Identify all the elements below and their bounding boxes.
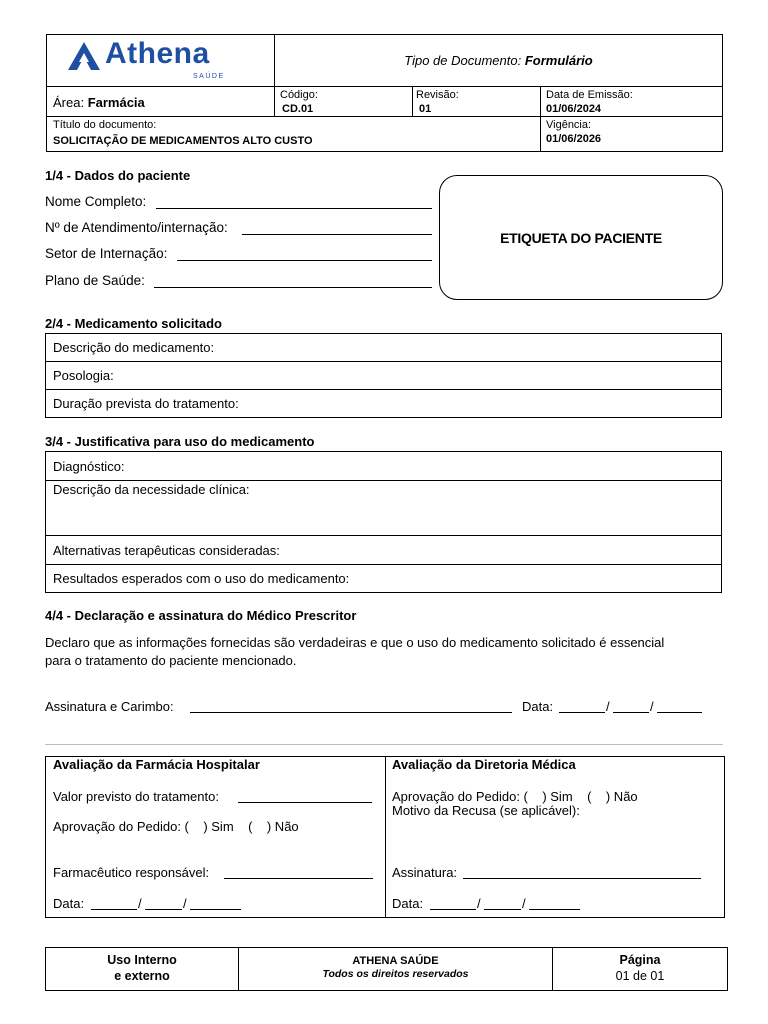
patient-name-input[interactable]: [156, 208, 432, 209]
declaration-date-month[interactable]: [613, 712, 649, 713]
direction-date-label: Data:: [392, 896, 424, 911]
validity-value: 01/06/2026: [546, 133, 602, 145]
doc-type-value: Formulário: [524, 53, 593, 68]
clinical-need-label: Descrição da necessidade clínica:: [53, 482, 250, 497]
attendance-row: [45, 220, 228, 236]
direction-signature-input[interactable]: [463, 878, 701, 879]
health-plan-row: [45, 273, 145, 289]
health-plan-label: Plano de Saúde:: [45, 273, 145, 288]
issue-date-value: 01/06/2024: [546, 103, 602, 115]
signature-input[interactable]: [190, 712, 512, 713]
doc-type-label: Tipo de Documento:: [404, 53, 525, 68]
patient-name-label: Nome Completo:: [45, 194, 147, 209]
sector-row: [45, 246, 167, 262]
direction-date-day[interactable]: [430, 909, 476, 910]
pharmacist-label: Farmacêutico responsável:: [53, 865, 210, 880]
date-slash: /: [477, 896, 481, 911]
medication-description-label: Descrição do medicamento:: [53, 340, 215, 355]
section3-heading: 3/4 - Justificativa para uso do medicamento: [45, 434, 315, 449]
refusal-reason-label: Motivo da Recusa (se aplicável):: [392, 803, 580, 818]
dosage-label: Posologia:: [53, 368, 114, 383]
doc-title-cell: [46, 116, 541, 152]
medication-description-row[interactable]: [45, 333, 722, 362]
clinical-need-row[interactable]: [45, 480, 722, 536]
footer-company-cell: [238, 947, 553, 991]
signature-label: Assinatura e Carimbo:: [45, 699, 174, 714]
code-cell: [274, 86, 413, 117]
health-plan-input[interactable]: [154, 287, 432, 288]
declaration-date-day[interactable]: [559, 712, 605, 713]
athena-logo-icon: [67, 41, 101, 71]
brand-name: Athena: [105, 37, 210, 70]
alternatives-label: Alternativas terapêuticas consideradas:: [53, 543, 280, 558]
patient-name-row: [45, 194, 146, 210]
expected-results-row[interactable]: [45, 564, 722, 593]
pharmacy-evaluation-box: [45, 756, 386, 918]
direction-approval[interactable]: Aprovação do Pedido: ( ) Sim ( ) Não: [392, 789, 638, 804]
revision-value: 01: [419, 103, 432, 115]
footer-page-cell: [552, 947, 728, 991]
date-slash: /: [138, 896, 142, 911]
doc-title-label: Título do documento:: [53, 119, 157, 131]
area-label: Área:: [53, 95, 88, 110]
date-slash: /: [183, 896, 187, 911]
footer-usage-cell: [45, 947, 239, 991]
footer-rights: Todos os direitos reservados: [322, 968, 469, 980]
diagnosis-label: Diagnóstico:: [53, 459, 125, 474]
footer-company: ATHENA SAÚDE: [352, 955, 439, 967]
code-label: Código:: [280, 89, 318, 101]
direction-heading: Avaliação da Diretoria Médica: [392, 757, 576, 772]
direction-signature-label: Assinatura:: [392, 865, 458, 880]
document-header: [46, 34, 723, 152]
declaration-line2: para o tratamento do paciente mencionado.: [45, 653, 297, 668]
justification-table: [45, 451, 722, 593]
attendance-input[interactable]: [242, 234, 432, 235]
revision-cell: [412, 86, 541, 117]
validity-label: Vigência:: [546, 119, 592, 131]
attendance-label: Nº de Atendimento/internação:: [45, 220, 228, 235]
declaration-date-label: Data:: [522, 699, 554, 714]
area-cell: [46, 86, 275, 117]
logo-cell: [46, 34, 275, 87]
footer-page-value: 01 de 01: [615, 969, 665, 983]
medication-table: [45, 333, 722, 418]
brand-subtitle: SAÚDE: [193, 73, 225, 80]
pharmacy-date-year[interactable]: [190, 909, 241, 910]
doc-title-value: SOLICITAÇÃO DE MEDICAMENTOS ALTO CUSTO: [53, 135, 313, 147]
code-value: CD.01: [282, 103, 314, 115]
pharmacy-value-input[interactable]: [238, 802, 372, 803]
pharmacy-date-label: Data:: [53, 896, 85, 911]
section1-heading: 1/4 - Dados do paciente: [45, 168, 191, 183]
declaration-date-year[interactable]: [657, 712, 702, 713]
patient-label-text: ETIQUETA DO PACIENTE: [500, 229, 662, 246]
area-value: Farmácia: [87, 95, 145, 110]
declaration-line1: Declaro que as informações fornecidas são verdadeiras e que o uso do medicamento solicitado é essencial: [45, 635, 665, 650]
section2-heading: 2/4 - Medicamento solicitado: [45, 316, 222, 331]
pharmacy-date-month[interactable]: [145, 909, 182, 910]
footer-usage-line2: e externo: [114, 969, 170, 983]
direction-evaluation-box: [385, 756, 725, 918]
date-slash: /: [606, 699, 610, 714]
pharmacy-value-label: Valor previsto do tratamento:: [53, 789, 219, 804]
doc-type-cell: [274, 34, 723, 87]
alternatives-row[interactable]: [45, 535, 722, 565]
date-slash: /: [522, 896, 526, 911]
revision-label: Revisão:: [416, 89, 459, 101]
sector-label: Setor de Internação:: [45, 246, 168, 261]
date-slash: /: [650, 699, 654, 714]
pharmacy-date-day[interactable]: [91, 909, 137, 910]
direction-date-month[interactable]: [484, 909, 521, 910]
patient-label-box: [439, 175, 723, 300]
expected-results-label: Resultados esperados com o uso do medicamento:: [53, 571, 350, 586]
diagnosis-row[interactable]: [45, 451, 722, 481]
section-divider: [45, 744, 723, 745]
footer-usage-line1: Uso Interno: [107, 953, 177, 967]
pharmacist-input[interactable]: [224, 878, 373, 879]
pharmacy-heading: Avaliação da Farmácia Hospitalar: [53, 757, 260, 772]
pharmacy-approval[interactable]: Aprovação do Pedido: ( ) Sim ( ) Não: [53, 819, 299, 834]
validity-cell: [540, 116, 723, 152]
document-footer: [45, 947, 728, 991]
duration-row[interactable]: [45, 389, 722, 418]
direction-date-year[interactable]: [529, 909, 580, 910]
dosage-row[interactable]: [45, 361, 722, 390]
section4-heading: 4/4 - Declaração e assinatura do Médico Prescritor: [45, 608, 357, 623]
duration-label: Duração prevista do tratamento:: [53, 396, 239, 411]
sector-input[interactable]: [177, 260, 432, 261]
footer-page-label: Página: [619, 953, 661, 967]
issue-date-cell: [540, 86, 723, 117]
issue-date-label: Data de Emissão:: [546, 89, 633, 101]
